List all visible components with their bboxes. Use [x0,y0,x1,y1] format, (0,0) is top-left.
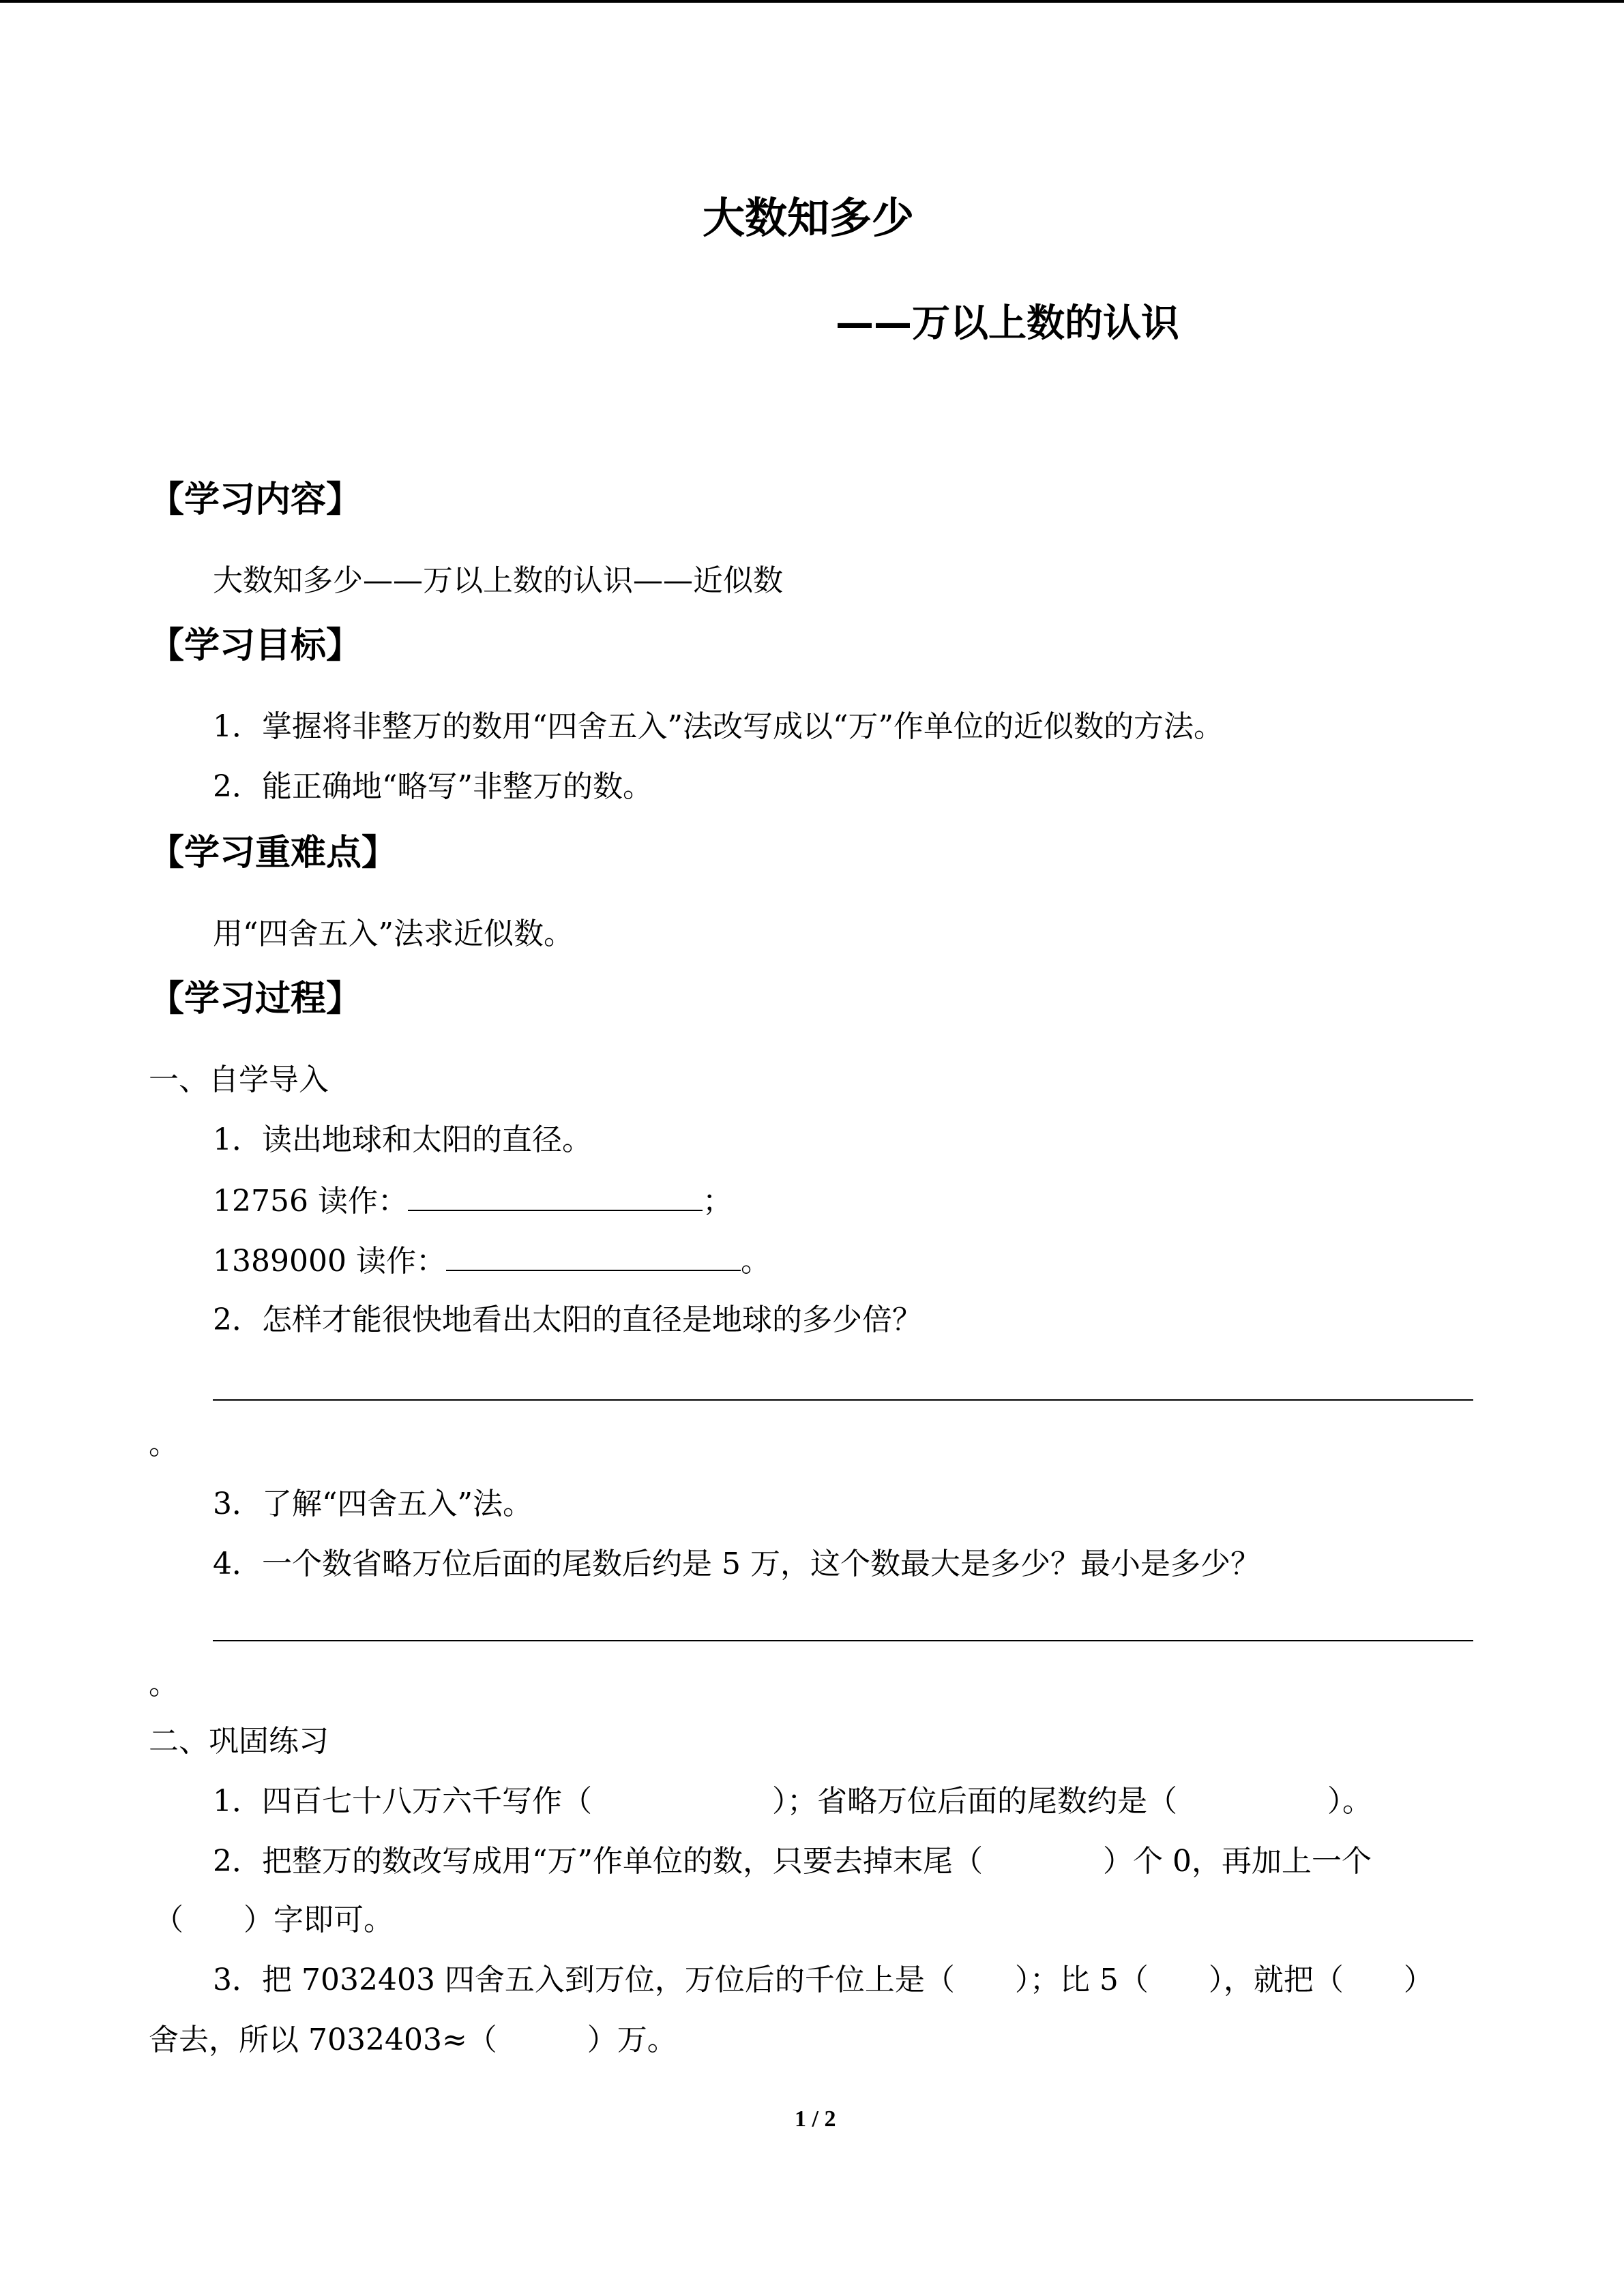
answer-line-2-end: 。 [149,1427,179,1461]
exercise-1: 1．四百七十八万六千写作（ ）；省略万位后面的尾数约是（ ）。 [213,1784,1372,1819]
top-border [0,0,1624,3]
section-heading-goals: 【学习目标】 [149,625,362,666]
page-subtitle: ——万以上数的认识 [836,301,1179,346]
question-1b-end: 。 [740,1244,771,1279]
goal-item-2: 2．能正确地“略写”非整万的数。 [213,769,653,804]
section-heading-content: 【学习内容】 [149,479,362,520]
content-text: 大数知多少——万以上数的认识——近似数 [213,563,783,598]
answer-line-4-end: 。 [149,1667,179,1701]
answer-line-4[interactable] [213,1640,1473,1641]
exercise-3-line-2: 舍去，所以 7032403≈（ ）万。 [149,2023,677,2057]
key-points-text: 用“四舍五入”法求近似数。 [213,916,574,951]
page-title: 大数知多少 [703,193,915,243]
part1-heading: 一、自学导入 [149,1062,329,1097]
answer-blank-1a[interactable] [408,1180,703,1211]
answer-line-2[interactable] [213,1399,1473,1401]
question-1a-label: 12756 读作： [213,1184,408,1219]
question-4: 4．一个数省略万位后面的尾数后约是 5 万，这个数最大是多少？最小是多少？ [213,1547,1260,1581]
question-1a-end: ； [702,1184,733,1219]
exercise-2-line-2: （ ）字即可。 [153,1903,394,1937]
page-number: 1 / 2 [795,2106,836,2132]
part2-heading: 二、巩固练习 [149,1724,329,1759]
question-3: 3．了解“四舍五入”法。 [213,1487,533,1521]
answer-blank-1b[interactable] [446,1240,741,1271]
question-1b-label: 1389000 读作： [213,1244,446,1279]
goal-item-1: 1．掌握将非整万的数用“四舍五入”法改写成以“万”作单位的近似数的方法。 [213,709,1224,744]
exercise-3-line-1: 3．把 7032403 四舍五入到万位，万位后的千位上是（ ）；比 5（ ），就把（ ） [213,1963,1434,1997]
question-1: 1．读出地球和太阳的直径。 [213,1122,592,1157]
exercise-2-line-1: 2．把整万的数改写成用“万”作单位的数，只要去掉末尾（ ）个 0，再加上一个 [213,1844,1372,1879]
section-heading-key-points: 【学习重难点】 [149,833,398,874]
question-1b [213,1240,771,1282]
section-heading-process: 【学习过程】 [149,979,362,1019]
question-1a [213,1180,733,1222]
question-2: 2．怎样才能很快地看出太阳的直径是地球的多少倍？ [213,1302,922,1337]
